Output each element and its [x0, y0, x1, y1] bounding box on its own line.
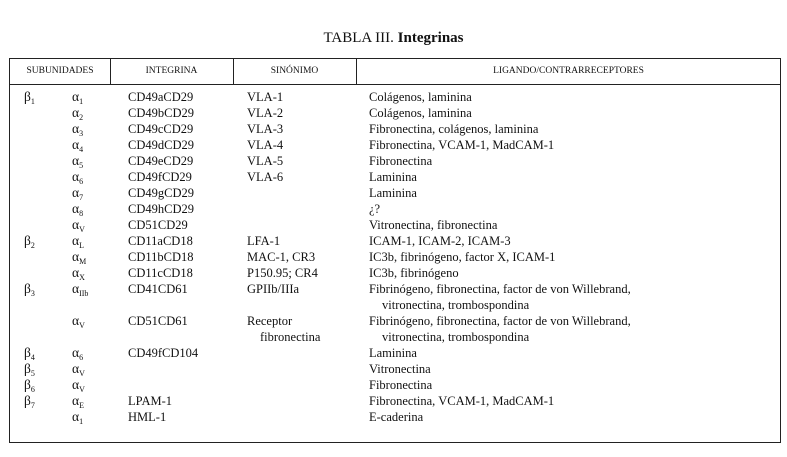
alpha-subunit: $\alpha_V$ [72, 377, 85, 394]
integrina-cell: CD49hCD29 [128, 202, 194, 216]
integrina-cell: CD11aCD18 [128, 234, 193, 248]
beta-subunit: $\beta_3$ [24, 281, 35, 298]
table-row [10, 89, 780, 105]
alpha-subunit: $\alpha_4$ [72, 137, 84, 154]
alpha-subunit: $\alpha_6$ [72, 345, 84, 362]
ligando-line: Colágenos, laminina [369, 90, 472, 104]
header-subunidades: SUBUNIDADES [26, 66, 94, 76]
alpha-subunit: $\alpha_1$ [72, 89, 84, 106]
table-row [10, 313, 780, 345]
ligando-cell [369, 121, 538, 137]
sinonimo-cell [247, 89, 283, 105]
alpha-subunit: $\alpha_5$ [72, 153, 84, 170]
ligando-cell [369, 89, 472, 105]
alpha-subunit: $\alpha_V$ [72, 313, 85, 330]
ligando-cell [369, 281, 631, 313]
ligando-cell [369, 313, 631, 345]
table-row [10, 265, 780, 281]
integrina-cell: CD11cCD18 [128, 266, 193, 280]
ligando-cell [369, 201, 380, 217]
ligando-line: Fibronectina [369, 378, 433, 392]
alpha-subunit: $\alpha_3$ [72, 121, 84, 138]
header-integrina: INTEGRINA [145, 66, 198, 76]
ligando-cell [369, 137, 554, 153]
table-header [10, 59, 780, 85]
alpha-subunit: $\alpha_V$ [72, 217, 85, 234]
sinonimo-line: VLA-3 [247, 122, 284, 136]
table-row [10, 361, 780, 377]
ligando-cell [369, 377, 432, 393]
ligando-line: Laminina [369, 170, 417, 184]
table-row [10, 153, 780, 169]
alpha-subunit: $\alpha_6$ [72, 169, 84, 186]
integrina-cell: CD51CD29 [128, 218, 188, 232]
integrina-cell: CD49eCD29 [128, 154, 194, 168]
sinonimo-cell [247, 249, 315, 265]
alpha-subunit: $\alpha_X$ [72, 265, 85, 282]
integrina-cell: CD49dCD29 [128, 138, 194, 152]
integrins-table [9, 58, 781, 443]
table-row [10, 233, 780, 249]
table-title-prefix: TABLA III. [323, 30, 394, 46]
ligando-cell [369, 249, 555, 265]
sinonimo-line: MAC-1, CR3 [247, 250, 316, 264]
beta-subunit: $\beta_7$ [24, 393, 35, 410]
integrina-cell: CD51CD61 [128, 314, 188, 328]
integrina-cell: HML-1 [128, 410, 167, 424]
table-row [10, 201, 780, 217]
alpha-subunit: $\alpha_L$ [72, 233, 84, 250]
beta-subunit: $\beta_4$ [24, 345, 35, 362]
beta-subunit: $\beta_1$ [24, 89, 35, 106]
integrina-cell: CD49bCD29 [128, 106, 194, 120]
ligando-cell [369, 265, 459, 281]
integrina-cell: CD11bCD18 [128, 250, 194, 264]
sinonimo-cell [247, 233, 280, 249]
sinonimo-cell [247, 313, 320, 345]
sinonimo-cell [247, 169, 283, 185]
table-row [10, 377, 780, 393]
ligando-line: IC3b, fibrinógeno [369, 266, 459, 280]
sinonimo-line: VLA-1 [247, 90, 284, 104]
ligando-line: ¿? [369, 202, 381, 216]
ligando-cell [369, 105, 472, 121]
sinonimo-cell [247, 265, 318, 281]
ligando-line: Vitronectina [369, 362, 431, 376]
ligando-line: ICAM-1, ICAM-2, ICAM-3 [369, 234, 511, 248]
ligando-cell [369, 185, 417, 201]
table-row [10, 345, 780, 361]
sinonimo-line: VLA-5 [247, 154, 284, 168]
sinonimo-cell [247, 105, 283, 121]
ligando-line: Fibronectina, VCAM-1, MadCAM-1 [369, 138, 555, 152]
header-ligando: LIGANDO/CONTRARRECEPTORES [493, 66, 644, 76]
alpha-subunit: $\alpha_8$ [72, 201, 84, 218]
ligando-cell [369, 393, 554, 409]
table-row [10, 409, 780, 425]
ligando-cell [369, 217, 497, 233]
table-row [10, 169, 780, 185]
alpha-subunit: $\alpha_E$ [72, 393, 84, 410]
ligando-cell [369, 409, 423, 425]
table-row [10, 249, 780, 265]
ligando-line: Laminina [369, 186, 417, 200]
integrina-cell: LPAM-1 [128, 394, 172, 408]
table-title-main: Integrinas [397, 30, 464, 46]
header-sinonimo: SINÓNIMO [270, 66, 319, 76]
table-row [10, 393, 780, 409]
sinonimo-cell [247, 121, 283, 137]
table-row [10, 121, 780, 137]
ligando-cell [369, 345, 417, 361]
ligando-line: Fibronectina, VCAM-1, MadCAM-1 [369, 394, 555, 408]
beta-subunit: $\beta_2$ [24, 233, 35, 250]
ligando-cell [369, 169, 417, 185]
integrina-cell: CD49cCD29 [128, 122, 194, 136]
table-row [10, 185, 780, 201]
alpha-subunit: $\alpha_2$ [72, 105, 84, 122]
ligando-cell [369, 233, 511, 249]
ligando-line: Laminina [369, 346, 417, 360]
sinonimo-line: VLA-6 [247, 170, 284, 184]
ligando-cell [369, 153, 432, 169]
sinonimo-line: LFA-1 [247, 234, 281, 248]
alpha-subunit: $\alpha_{IIb}$ [72, 281, 89, 298]
table-title [0, 30, 787, 47]
ligando-line: IC3b, fibrinógeno, factor X, ICAM-1 [369, 250, 556, 264]
sinonimo-line: VLA-2 [247, 106, 284, 120]
table-row [10, 217, 780, 233]
sinonimo-cell [247, 281, 299, 297]
beta-subunit: $\beta_5$ [24, 361, 35, 378]
sinonimo-line: GPIIb/IIIa [247, 282, 300, 296]
ligando-line: Fibrinógeno, fibronectina, factor de von Willebrand, [369, 314, 631, 328]
alpha-subunit: $\alpha_M$ [72, 249, 87, 266]
integrina-cell: CD49fCD29 [128, 170, 192, 184]
ligando-line: vitronectina, trombospondina [382, 330, 530, 344]
alpha-subunit: $\alpha_V$ [72, 361, 85, 378]
sinonimo-line: Receptor [247, 314, 293, 328]
table-row [10, 105, 780, 121]
ligando-line: Fibronectina, colágenos, laminina [369, 122, 539, 136]
sinonimo-line: VLA-4 [247, 138, 284, 152]
alpha-subunit: $\alpha_1$ [72, 409, 84, 426]
ligando-line: Fibronectina [369, 154, 433, 168]
ligando-cell [369, 361, 431, 377]
ligando-line: vitronectina, trombospondina [382, 298, 530, 312]
sinonimo-line: fibronectina [260, 330, 321, 344]
table-row [10, 137, 780, 153]
sinonimo-line: P150.95; CR4 [247, 266, 318, 280]
alpha-subunit: $\alpha_7$ [72, 185, 84, 202]
ligando-line: Colágenos, laminina [369, 106, 472, 120]
sinonimo-cell [247, 153, 283, 169]
integrina-cell: CD49aCD29 [128, 90, 194, 104]
integrina-cell: CD41CD61 [128, 282, 188, 296]
ligando-line: Fibrinógeno, fibronectina, factor de von Willebrand, [369, 282, 631, 296]
integrina-cell: CD49gCD29 [128, 186, 194, 200]
integrina-cell: CD49fCD104 [128, 346, 199, 360]
table-body [10, 89, 780, 425]
sinonimo-cell [247, 137, 283, 153]
table-row [10, 281, 780, 313]
ligando-line: Vitronectina, fibronectina [369, 218, 498, 232]
ligando-line: E-caderina [369, 410, 424, 424]
beta-subunit: $\beta_6$ [24, 377, 35, 394]
